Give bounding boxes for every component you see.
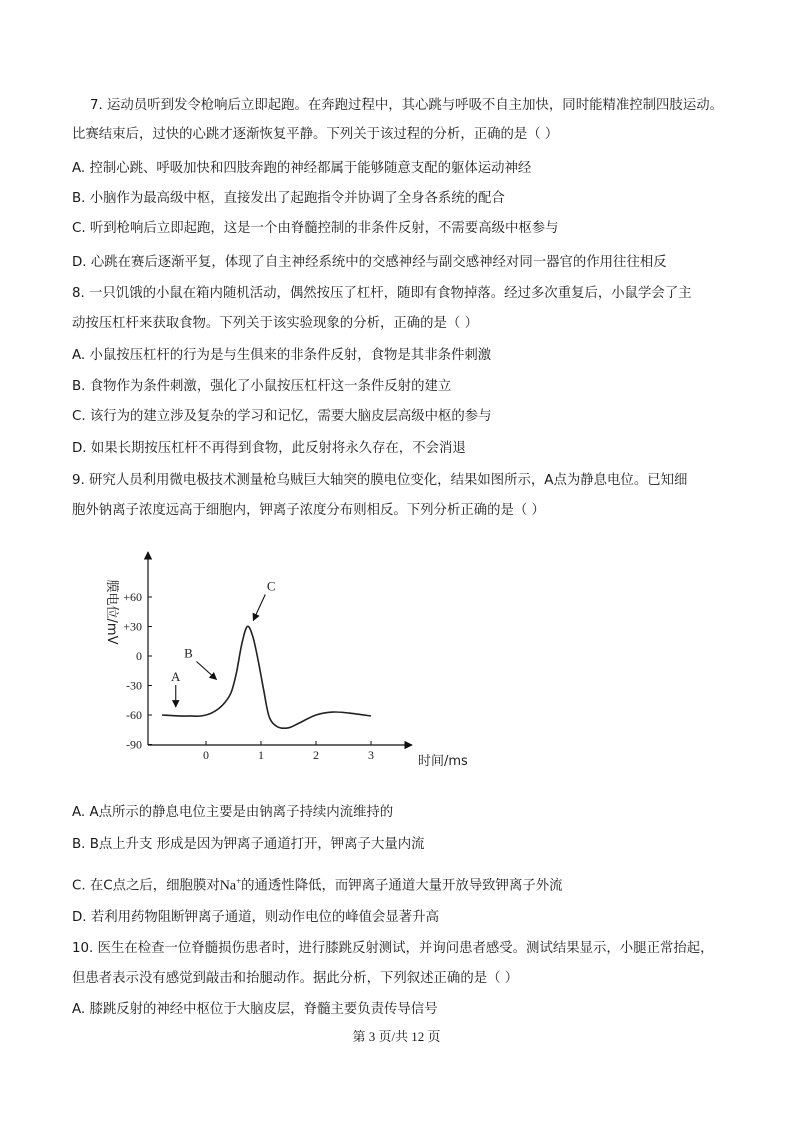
y-tick-label-3: -30 — [126, 678, 142, 693]
q10-option-a: A. 膝跳反射的神经中枢位于大脑皮层，脊髓主要负责传导信号 — [72, 1002, 438, 1017]
potential-curve — [162, 626, 371, 728]
point-label-a: A — [171, 669, 181, 684]
point-label-b: B — [184, 645, 193, 661]
y-axis-label: 膜电位/mV — [104, 579, 119, 645]
q9-stem-line2: 胞外钠离子浓度远高于细胞内，钾离子浓度分布则相反。下列分析正确的是（ ） — [72, 503, 545, 518]
q9-option-c-post: 的通透性降低，而钾离子通道大量开放导致钾离子外流 — [241, 878, 563, 894]
x-tick-label-1: 1 — [258, 748, 264, 762]
y-tick-label-0: +60 — [123, 590, 142, 604]
q8-option-c: C. 该行为的建立涉及复杂的学习和记忆，需要大脑皮层高级中枢的参与 — [72, 409, 492, 424]
q10-stem-line1: 10. 医生在检查一位脊髓损伤患者时，进行膝跳反射测试，并询问患者感受。测试结果显示，小腿正常抬起， — [72, 941, 714, 956]
q8-option-a: A. 小鼠按压杠杆的行为是与生俱来的非条件反射，食物是其非条件刺激 — [72, 348, 492, 363]
x-tick-label-2: 2 — [313, 748, 319, 762]
q8-stem-line1: 8. 一只饥饿的小鼠在箱内随机活动，偶然按压了杠杆，随即有食物掉落。经过多次重复后，小鼠学会了主 — [72, 286, 692, 301]
q9-option-b: B. B点上升支 形成是因为钾离子通道打开，钾离子大量内流 — [72, 837, 425, 852]
point-arrow-b — [197, 662, 217, 680]
q8-stem-line2: 动按压杠杆来获取食物。下列关于该实验现象的分析，正确的是（ ） — [72, 316, 478, 331]
y-tick-label-4: -60 — [126, 708, 142, 722]
point-arrow-c — [253, 595, 265, 621]
q7-stem-line1: 7. 运动员听到发令枪响后立即起跑。在奔跑过程中，其心跳与呼吸不自主加快，同时能精准控制四肢运动。 — [90, 98, 723, 113]
x-tick-label-3: 3 — [368, 748, 374, 762]
q9-option-a: A. A点所示的静息电位主要是由钠离子持续内流维持的 — [72, 805, 394, 820]
q7-option-c: C. 听到枪响后立即起跑，这是一个由脊髓控制的非条件反射，不需要高级中枢参与 — [72, 221, 559, 236]
q7-option-b: B. 小脑作为最高级中枢，直接发出了起跑指令并协调了全身各系统的配合 — [72, 191, 505, 206]
q8-option-b: B. 食物作为条件刺激，强化了小鼠按压杠杆这一条件反射的建立 — [72, 379, 452, 394]
q9-stem-line1: 9. 研究人员利用微电极技术测量枪乌贼巨大轴突的膜电位变化，结果如图所示，A点为静息电位。已知细 — [72, 473, 688, 488]
q10-stem-line2: 但患者表示没有感觉到敲击和抬腿动作。据此分析，下列叙述正确的是（ ） — [72, 971, 519, 986]
y-tick-label-2: 0 — [136, 649, 142, 663]
sodium-ion: Na — [219, 878, 237, 894]
q9-option-d: D. 若利用药物阻断钾离子通道，则动作电位的峰值会显著升高 — [72, 910, 439, 925]
page-footer: 第 3 页/共 12 页 — [352, 1029, 441, 1044]
y-tick-label-5: -90 — [126, 737, 142, 752]
y-tick-label-1: +30 — [123, 619, 142, 634]
point-label-c: C — [266, 578, 276, 594]
x-tick-label-0: 0 — [203, 748, 209, 762]
q7-option-d: D. 心跳在赛后逐渐平复，体现了自主神经系统中的交感神经与副交感神经对同一器官的作用往往相反 — [72, 255, 667, 270]
q8-option-d: D. 如果长期按压杠杆不再得到食物，此反射将永久存在，不会消退 — [72, 441, 466, 456]
q9-option-c-pre: C. 在C点之后，细胞膜对 — [72, 878, 220, 894]
q7-option-a: A. 控制心跳、呼吸加快和四肢奔跑的神经都属于能够随意支配的躯体运动神经 — [72, 161, 532, 176]
sodium-charge: + — [236, 876, 242, 886]
x-axis-label: 时间/ms — [418, 754, 468, 769]
q9-option-c — [72, 872, 563, 895]
q7-stem-line2: 比赛结束后，过快的心跳才逐渐恢复平静。下列关于该过程的分析，正确的是（ ） — [72, 127, 559, 142]
